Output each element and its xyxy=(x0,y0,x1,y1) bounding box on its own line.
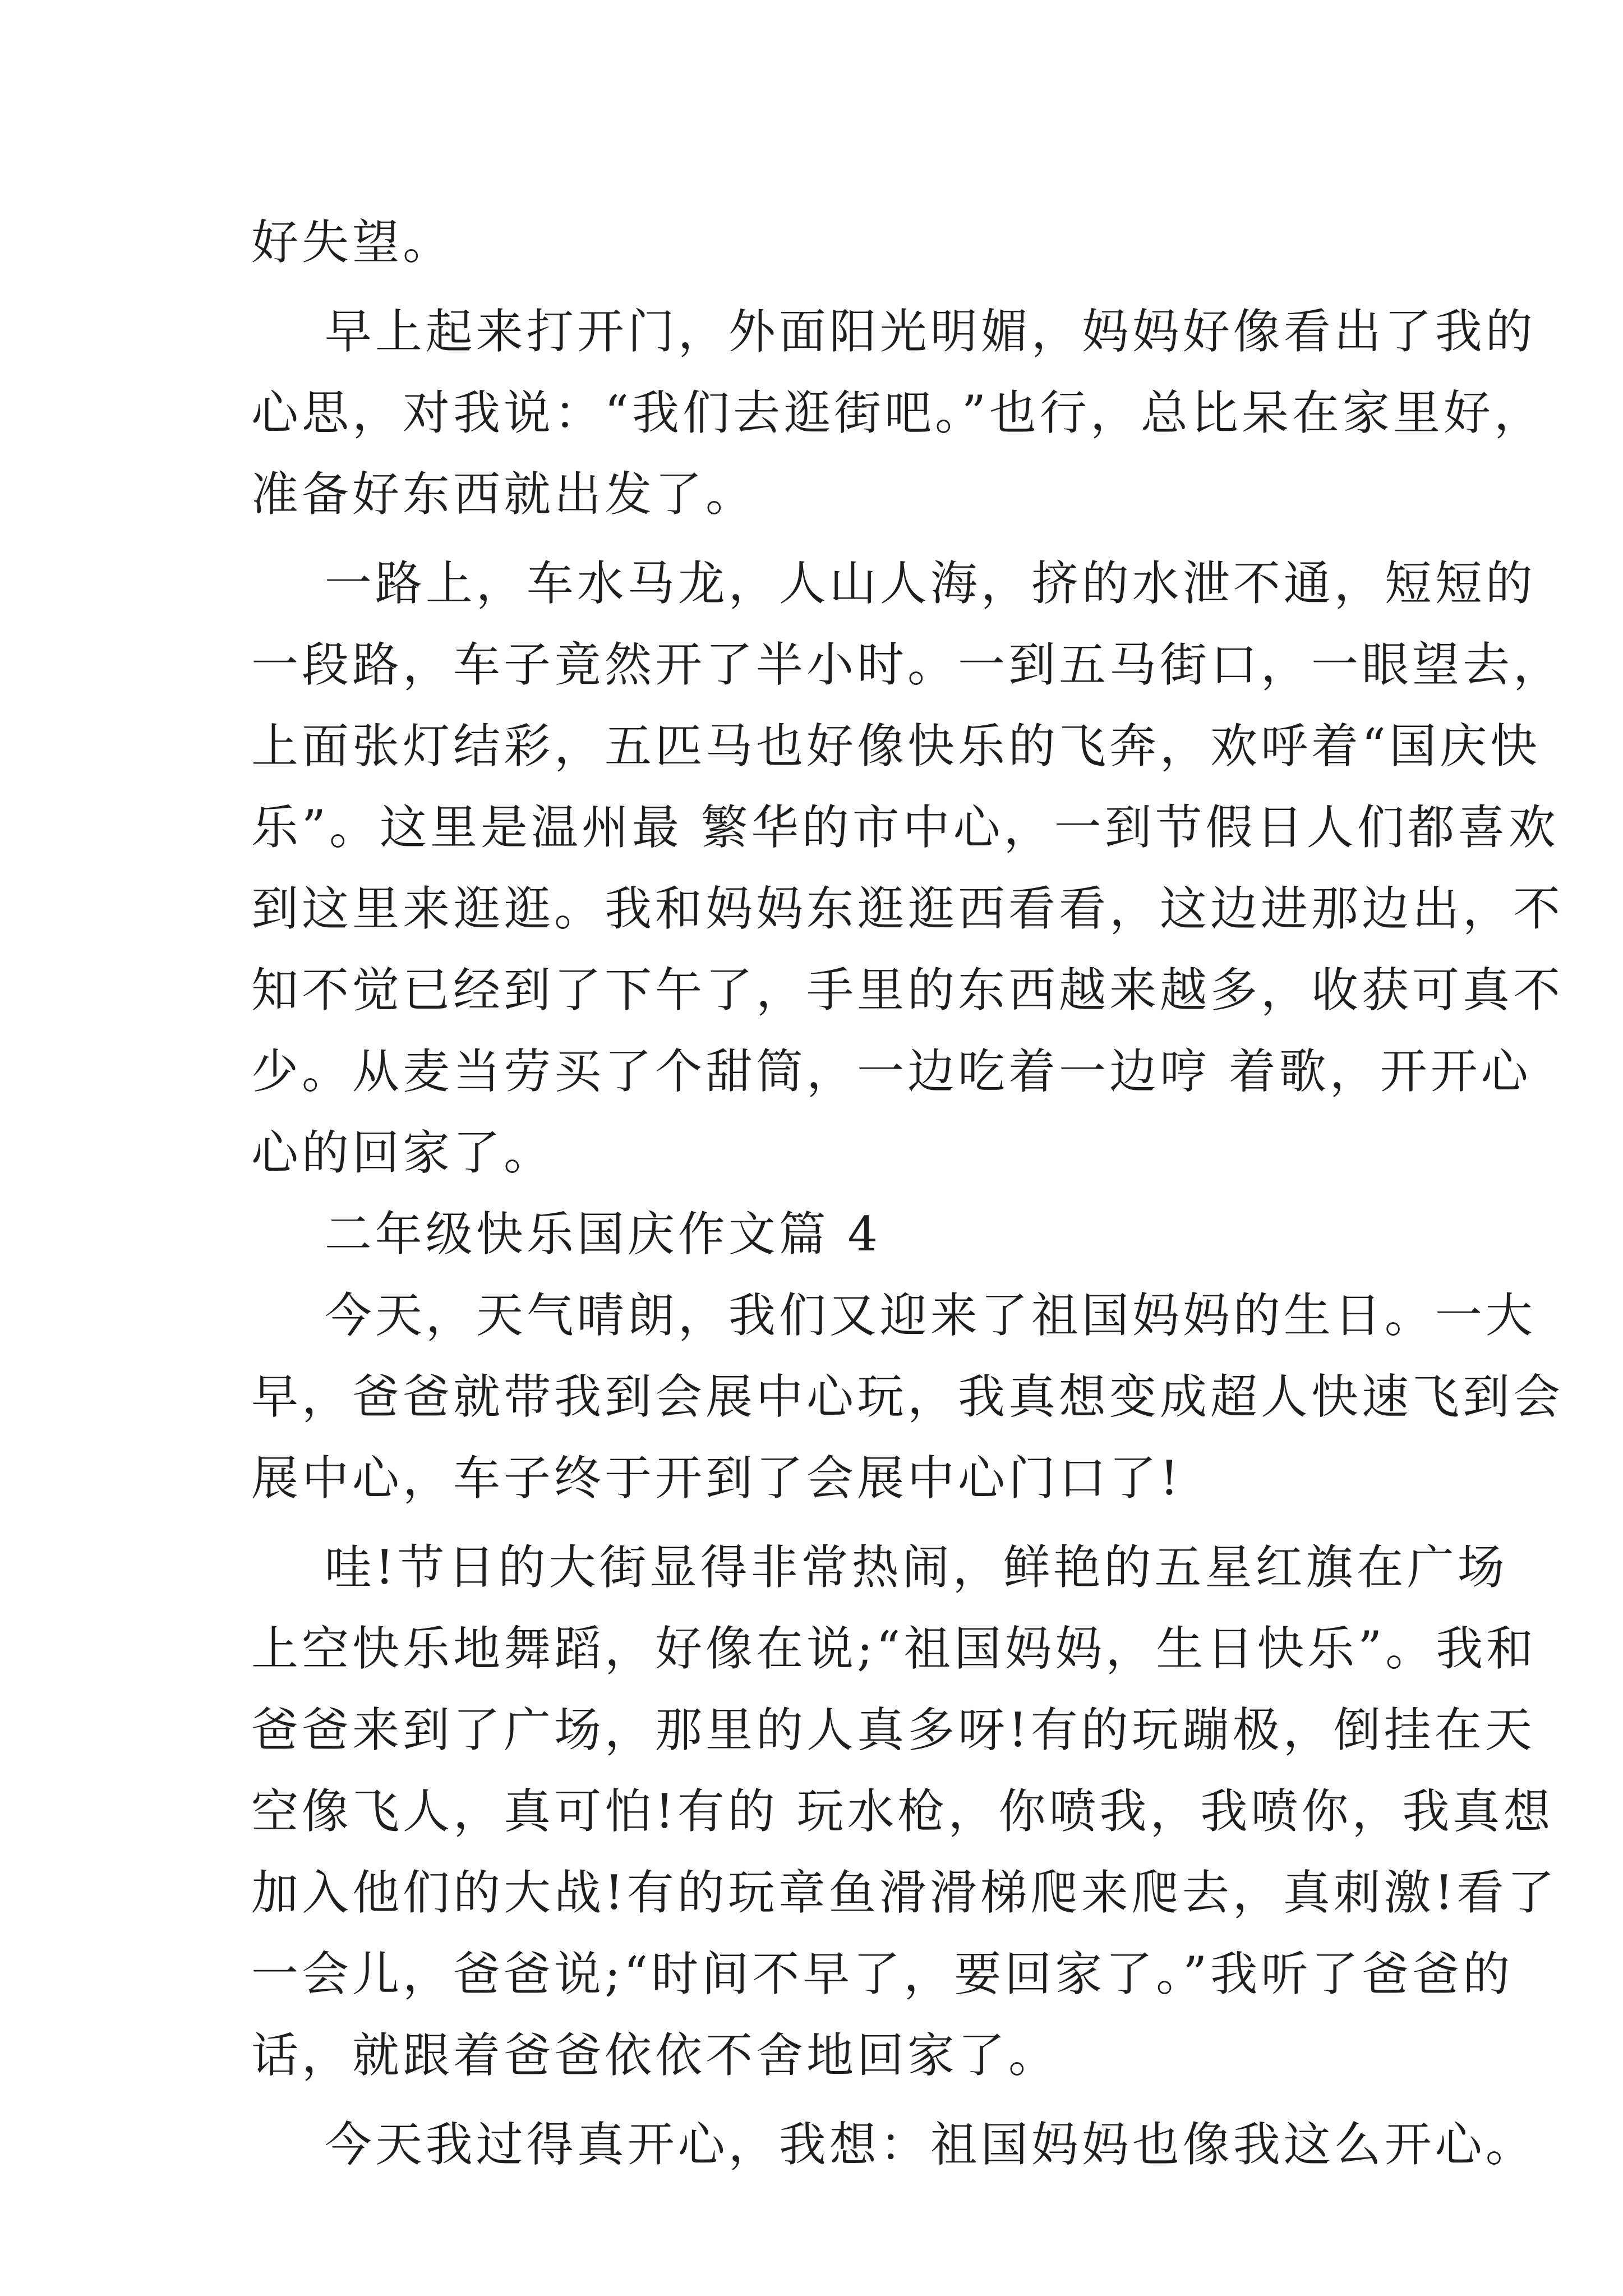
text-line: 一路上，车水马龙，人山人海，挤的水泄不通，短短的 xyxy=(251,556,1536,611)
text-line: 加入他们的大战!有的玩章鱼滑滑梯爬来爬去，真刺激!看了 xyxy=(251,1865,1558,1920)
text-line: 一会儿，爸爸说;“时间不早了，要回家了。”我听了爸爸的 xyxy=(251,1947,1514,2001)
heading-line: 二年级快乐国庆作文篇 4 xyxy=(251,1207,881,1262)
paragraph xyxy=(251,543,1564,1194)
text-line: 展中心，车子终于开到了会展中心门口了! xyxy=(251,1451,1182,1506)
text-line: 好失望。 xyxy=(251,215,454,270)
text-line: 今天我过得真开心，我想：祖国妈妈也像我这么开心。 xyxy=(251,2117,1536,2172)
paragraph xyxy=(251,291,1544,535)
text-line: 爸爸来到了广场，那里的人真多呀!有的玩蹦极，倒挂在天 xyxy=(251,1703,1536,1757)
text-line: 空像飞人，真可怕!有的 玩水枪，你喷我，我喷你，我真想 xyxy=(251,1784,1554,1839)
text-line: 早，爸爸就带我到会展中心玩，我真想变成超人快速飞到会 xyxy=(251,1369,1564,1424)
text-line: 知不觉已经到了下午了，手里的东西越来越多，收获可真不 xyxy=(251,963,1564,1018)
essay-body xyxy=(251,202,1564,2185)
text-line: 乐”。这里是温州最 繁华的市中心，一到节假日人们都喜欢 xyxy=(251,800,1559,855)
text-line: 准备好东西就出发了。 xyxy=(251,467,757,522)
paragraph xyxy=(251,2104,1536,2185)
text-line: 哇!节日的大街显得非常热闹，鲜艳的五星红旗在广场 xyxy=(251,1540,1508,1595)
paragraph xyxy=(251,202,1378,283)
text-line: 到这里来逛逛。我和妈妈东逛逛西看看，这边进那边出，不 xyxy=(251,881,1564,936)
section-heading xyxy=(251,1194,1378,1275)
text-line: 上面张灯结彩，五匹马也好像快乐的飞奔，欢呼着“国庆快 xyxy=(251,719,1541,774)
text-line: 上空快乐地舞蹈，好像在说;“祖国妈妈，生日快乐”。我和 xyxy=(251,1621,1537,1676)
text-line: 话，就跟着爸爸依依不舍地回家了。 xyxy=(251,2028,1059,2083)
paragraph xyxy=(251,1275,1564,1519)
text-line: 心思，对我说：“我们去逛街吧。”也行，总比呆在家里好， xyxy=(251,385,1544,440)
text-line: 少。从麦当劳买了个甜筒，一边吃着一边哼 着歌，开开心 xyxy=(251,1044,1532,1099)
text-line: 早上起来打开门，外面阳光明媚，妈妈好像看出了我的 xyxy=(251,304,1536,359)
text-line: 今天，天气晴朗，我们又迎来了祖国妈妈的生日。一大 xyxy=(251,1288,1536,1343)
paragraph xyxy=(251,1527,1558,2096)
text-line: 心的回家了。 xyxy=(251,1125,555,1180)
text-line: 一段路，车子竟然开了半小时。一到五马街口，一眼望去， xyxy=(251,637,1564,692)
